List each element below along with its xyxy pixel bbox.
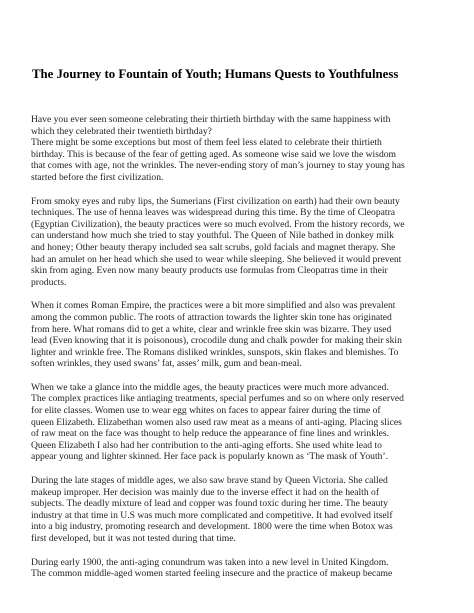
text-line: Queen Elizabeth I also had her contribution to the anti-aging efforts. She used white lead to	[31, 439, 382, 451]
text-line: makeup improper. Her decision was mainly due to the inverse effect it had on the health of	[31, 486, 380, 498]
text-line: The complex practices like antiaging treatments, special perfumes and so on where only reserved	[31, 393, 404, 405]
text-line: which they celebrated their twentieth birthday?	[31, 125, 212, 137]
text-line: There might be some exceptions but most of them feel less elated to celebrate their thirtieth	[31, 137, 382, 149]
text-line: industry at that time in U.S was much more complicated and competitive. It had evolved itself	[31, 509, 393, 521]
paragraph-middle-ages	[31, 382, 447, 463]
text-line: From smoky eyes and ruby lips, the Sumerians (First civilization on earth) had their own beauty	[31, 195, 400, 207]
paragraph-sumerians-cleopatra	[31, 196, 447, 289]
text-line: birthday. This is because of the fear of getting aged. As someone wise said we love the wisdom	[31, 148, 397, 160]
paragraph-intro	[31, 114, 447, 184]
paragraph-early-1900	[31, 557, 447, 580]
page-title: The Journey to Fountain of Youth; Humans Quests to Youthfulness	[32, 67, 399, 81]
text-line: from here. What romans did to get a white, clear and wrinkle free skin was bizarre. They used	[31, 323, 392, 335]
text-line: products.	[31, 276, 67, 288]
text-line: The common middle-aged women started feeling insecure and the practice of makeup became	[31, 568, 393, 580]
document-body	[31, 114, 447, 592]
text-line: (Egyptian Civilization), the beauty practices were so much evolved. From the history records, we	[31, 218, 405, 230]
paragraph-queen-victoria	[31, 475, 447, 545]
text-line: techniques. The use of henna leaves was widespread during this time. By the time of Cleopatra	[31, 207, 396, 219]
text-line: of raw meat on the face was thought to help reduce the appearance of fine lines and wrinkles.	[31, 428, 390, 440]
text-line: first developed, but it was not tested during that time.	[31, 533, 236, 544]
text-line: subjects. The deadly mixture of lead and copper was found toxic during her time. The beauty	[31, 498, 388, 510]
text-line: skin from aging. Even now many beauty products use formulas from Cleopatras time in their	[31, 265, 388, 277]
text-line: soften wrinkles, they used swans’ fat, asses’ milk, gum and bean-meal.	[31, 358, 302, 370]
text-line: lead (Even knowing that it is poisonous), crocodile dung and chalk powder for making their skin	[31, 335, 402, 347]
text-line: Have you ever seen someone celebrating their thirtieth birthday with the same happiness with	[31, 114, 391, 125]
text-line: When it comes Roman Empire, the practices were a bit more simplified and also was prevalent	[31, 300, 396, 312]
text-line: During early 1900, the anti-aging conundrum was taken into a new level in United Kingdom.	[31, 556, 389, 568]
text-line: for elite classes. Women use to wear egg whites on faces to appear fairer during the time of	[31, 405, 381, 417]
paragraph-roman-empire	[31, 300, 447, 370]
text-line: can understand how much she tried to stay youthful. The Queen of Nile bathed in donkey milk	[31, 230, 394, 242]
text-line: queen Elizabeth. Elizabethan women also used raw meat as a means of anti-aging. Placing slices	[31, 416, 402, 428]
text-line: had an amulet on her head which she used to wear while sleeping. She believed it would prevent	[31, 253, 402, 265]
text-line: When we take a glance into the middle ages, the beauty practices were much more advanced.	[31, 381, 389, 393]
text-line: and honey; Other beauty therapy included sea salt scrubs, gold facials and magnet therapy. She	[31, 241, 396, 253]
text-line: into a big industry, promoting research and development. 1800 were the time when Botox was	[31, 521, 393, 533]
text-line: that comes with age, not the wrinkles. The never-ending story of man’s journey to stay young has	[31, 160, 405, 172]
text-line: among the common public. The roots of attraction towards the lighter skin tone has originated	[31, 311, 392, 323]
text-line: appear young and lighter skinned. Her face pack is popularly known as ‘The mask of Youth’.	[31, 451, 389, 463]
text-line: lighter and wrinkle free. The Romans disliked wrinkles, sunspots, skin flakes and blemishes. To	[31, 346, 399, 358]
text-line: During the late stages of middle ages, we also saw brave stand by Queen Victoria. She called	[31, 475, 388, 487]
text-line: started before the first civilization.	[31, 171, 164, 183]
